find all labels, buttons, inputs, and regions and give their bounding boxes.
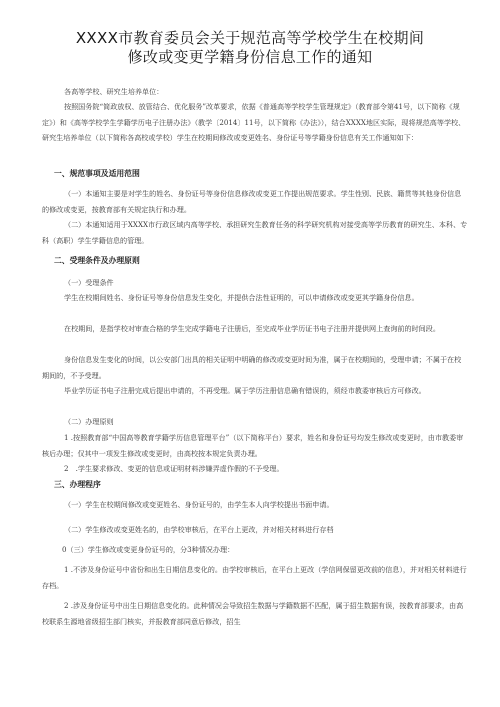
section-2-para-6: 2 .学生要求修改、变更的信息或证明材料涉嫌弄虚作假的不予受理。 — [64, 464, 284, 473]
section-2-heading: 二、受理条件及办理原则 — [54, 256, 140, 265]
document-title-line-1: XXXX市教育委员会关于规范高等学校学生在校期间 — [75, 29, 425, 47]
section-3-para-5: 2 .涉及身份证号中出生日期信息变化的。此种情况会导致招生数据与学籍数据不匹配，属于招生数据有误，按教育部要求，由高校联系生源地省级招生部门核实，并报教育部同意后修改，招生 — [42, 601, 464, 626]
section-3-heading: 三、办理程序 — [54, 480, 101, 489]
section-2-subheading-1: （一）受理条件 — [64, 278, 114, 287]
section-1-para-1: （一）本通知主要是对学生的姓名、身份证号等身份信息修改或变更工作提出规范要求。学生性别、民族、籍贯等其他身份信息的修改或变更，按教育部有关规定执行和办理。 — [42, 189, 462, 214]
salutation: 各高等学校、研究生培养单位： — [64, 87, 164, 96]
section-3-para-3: 0（三）学生修改或变更身份证号的，分3种情况办理： — [62, 545, 235, 554]
section-3-para-2: （二）学生修改或变更姓名的，由学校审核后，在平台上更改，并对相关材料进行存档 — [64, 525, 334, 534]
section-1-para-2: （二）本通知适用于XXXX市行政区域内高等学校、承担研究生教育任务的科学研究机构对接受高等学历教育的研究生、本科、专科（高职）学生学籍信息的管理。 — [42, 220, 468, 245]
section-2-subheading-2: （二）办理原则 — [64, 417, 114, 426]
section-2-para-3: 身份信息发生变化的时间，以公安部门出具的相关证明中明确的修改或变更时间为准，属于在校期间的，受理申请；不属于在校期间的，不予受理。 — [42, 355, 462, 380]
section-2-para-1: 学生在校期间姓名、身份证号等身份信息发生变化，并提供合法性证明的，可以申请修改或变更其学籍身份信息。 — [64, 293, 419, 302]
section-2-para-4: 毕业学历证书电子注册完成后提出申请的，不再受理。属于学历注册信息确有错误的，须经市教委审核后方可修改。 — [64, 386, 426, 395]
section-1-heading: 一、规范事项及适用范围 — [54, 169, 140, 178]
section-3-para-4: 1 .不涉及身份证号中省份和出生日期信息变化的。由学校审核后，在平台上更改（学信网保留更改前的信息），并对相关材料进行存档。 — [42, 565, 467, 590]
section-3-para-1: （一）学生在校期间修改或变更姓名、身份证号的，由学生本人向学校提出书面申请。 — [64, 500, 334, 509]
intro-paragraph: 按照国务院“简政放权、放管结合、优化服务”改革要求，依据《普通高等学校学生管理规定》（教育部令第41号，以下简称《规定》）和《高等学校学生学籍学历电子注册办法》（教学〔2014〕11号，以下简称《办法》），结合XXXX地区实际，现将规范高等学校、研究生培养单位（以下简称各高校或学校）学生在校期间修改或变更姓名、身份证号等学籍身份信息有关工作通知如下： — [42, 102, 466, 142]
section-2-para-2: 在校期间，是指学校对审查合格的学生完成学籍电子注册后，至完成毕业学历证书电子注册并提供网上查询前的时间段。 — [64, 324, 440, 333]
document-title-line-2: 修改或变更学籍身份信息工作的通知 — [127, 48, 373, 66]
section-2-para-5: 1 .按照教育部“中国高等教育学籍学历信息管理平台”（以下简称平台）要求，姓名和身份证号均发生修改或变更时，由市教委审核后办理；仅其中一项发生修改或变更时，由高校按本规定负责办理。 — [42, 433, 464, 458]
